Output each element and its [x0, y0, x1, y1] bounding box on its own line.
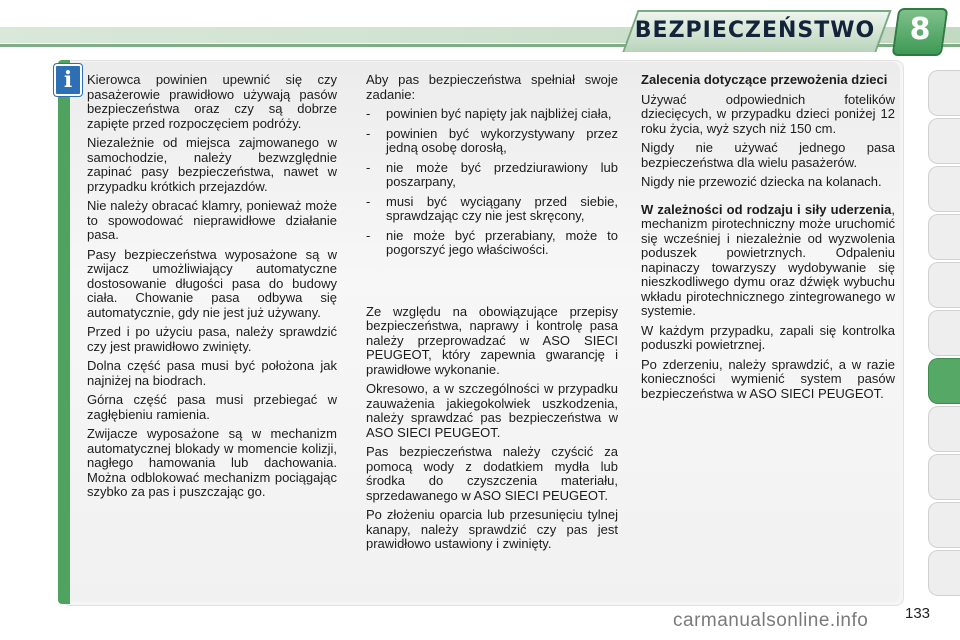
list-item-text: nie może być przedziurawiony lub poszarpany, [386, 159, 618, 189]
section-heading: Zalecenia dotyczące przewożenia dzieci [641, 72, 888, 87]
paragraph: Używać odpowiednich fotelików dziecięcych, w przypadku dzieci poniżej 12 roku życia, wyż szych niż 150 cm. [641, 91, 895, 136]
list-item [366, 229, 618, 258]
paragraph: Pasy bezpieczeństwa wyposażone są w zwijacz umożliwiający automatyczne dostosowanie długości pasa do budowy ciała. Chowanie pasa odbywa się automatycznie, gdy nie jest już używany. [87, 246, 337, 320]
page-title: BEZPIECZEŃSTWO [634, 18, 876, 43]
list-item-text: powinien być wykorzystywany przez jedną osobę dorosłą, [386, 125, 618, 155]
chapter-tab[interactable] [928, 454, 960, 500]
paragraph: Górna część pasa musi przebiegać w zagłębieniu ramienia. [87, 392, 337, 422]
chapter-tab-active[interactable] [928, 358, 960, 404]
bullet-dash: - [366, 106, 371, 121]
paragraph: Nigdy nie używać jednego pasa bezpieczeństwa dla wielu pasażerów. [641, 140, 895, 170]
column-right [641, 73, 895, 406]
list-item [366, 195, 618, 224]
list-item [366, 161, 618, 190]
list-item [366, 107, 618, 122]
paragraph: Po złożeniu oparcia lub przesunięciu tylnej kanapy, należy sprawdzić czy pas jest prawidłowo ustawiony i zwinięty. [366, 507, 618, 551]
column-left [87, 73, 337, 505]
bullet-dash: - [366, 193, 371, 209]
chapter-tab[interactable] [928, 166, 960, 212]
chapter-tab[interactable] [928, 502, 960, 548]
paragraph: Ze względu na obowiązujące przepisy bezpieczeństwa, naprawy i kontrolę pasa należy przeprowadzać w ASO SIECI PEUGEOT, który zapewnia gwarancję i prawidłowe wykonanie. [366, 303, 618, 377]
page-number: 133 [905, 605, 931, 622]
paragraph: Okresowo, a w szczególności w przypadku zauważenia jakiegokolwiek uszkodzenia, należy sprawdzać pas bezpieczeństwa w ASO SIECI PEUGEOT. [366, 381, 618, 440]
paragraph: W każdym przypadku, zapali się kontrolka poduszki powietrznej. [641, 322, 895, 352]
paragraph: Pas bezpieczeństwa należy czyścić za pomocą wody z dodatkiem mydła lub środka do czyszczenia materiału, sprzedawanego w ASO SIECI PEUGEOT. [366, 444, 618, 503]
spacer [366, 263, 618, 305]
paragraph-rest: , mechanizm pirotechniczny może uruchomić się wcześniej i niezależnie od wyzwolenia poduszek powietrznych. Odpaleniu napinaczy towarzyszy wydobywanie się nieszkodliwego dymu oraz dźwięk wybuchu wkładu pirotechnicznego zintegrowanego w systemie. [641, 201, 895, 318]
bullet-dash: - [366, 227, 371, 243]
bold-lead: W zależności od rodzaju i siły uderzenia [641, 201, 892, 217]
info-icon: i [54, 64, 82, 96]
chapter-tab[interactable] [928, 214, 960, 260]
watermark: carmanualsonline.info [673, 610, 869, 631]
column-middle [366, 73, 618, 557]
paragraph: Po zderzeniu, należy sprawdzić, a w razie konieczności wymienić system pasów bezpieczeństwa w ASO SIECI PEUGEOT. [641, 356, 895, 401]
list-item-text: musi być wyciągany przed siebie, sprawdzając czy nie jest skręcony, [386, 193, 618, 223]
list-item [366, 127, 618, 156]
paragraph: Nigdy nie przewozić dziecka na kolanach. [641, 174, 882, 189]
paragraph: Nie należy obracać klamry, ponieważ może to spowodować nieprawidłowe działanie pasa. [87, 198, 337, 242]
bullet-dash: - [366, 125, 371, 141]
chapter-tab[interactable] [928, 70, 960, 116]
chapter-tab[interactable] [928, 118, 960, 164]
paragraph: Kierowca powinien upewnić się czy pasażerowie prawidłowo używają pasów bezpieczeństwa oraz czy są dobrze zapięte przed rozpoczęciem podróży. [87, 72, 337, 131]
chapter-tab[interactable] [928, 310, 960, 356]
bullet-dash: - [366, 159, 371, 175]
paragraph: Przed i po użyciu pasa, należy sprawdzić czy jest prawidłowo zwinięty. [87, 324, 337, 354]
list-item-text: nie może być przerabiany, może to pogorszyć jego właściwości. [386, 227, 618, 257]
list-item-text: powinien być napięty jak najbliżej ciała, [386, 106, 612, 121]
chapter-tab[interactable] [928, 406, 960, 452]
chapter-tab[interactable] [928, 262, 960, 308]
paragraph: Niezależnie od miejsca zajmowanego w samochodzie, należy bezwzględnie zapinać pasy bezpieczeństwa, nawet w przypadku krótkich przejazdów. [87, 135, 337, 194]
paragraph: Dolna część pasa musi być położona jak najniżej na biodrach. [87, 358, 337, 388]
paragraph: Zwijacze wyposażone są w mechanizm automatycznej blokady w momencie kolizji, nagłego hamowania lub dachowania. Można odblokować mechanizm pociągając szybko za pas i puszczając go. [87, 426, 337, 499]
paragraph [641, 203, 895, 319]
info-strip [58, 60, 70, 604]
intro-text: Aby pas bezpieczeństwa spełniał swoje zadanie: [366, 72, 618, 102]
chapter-number: 8 [909, 12, 931, 47]
chapter-tab[interactable] [928, 550, 960, 596]
